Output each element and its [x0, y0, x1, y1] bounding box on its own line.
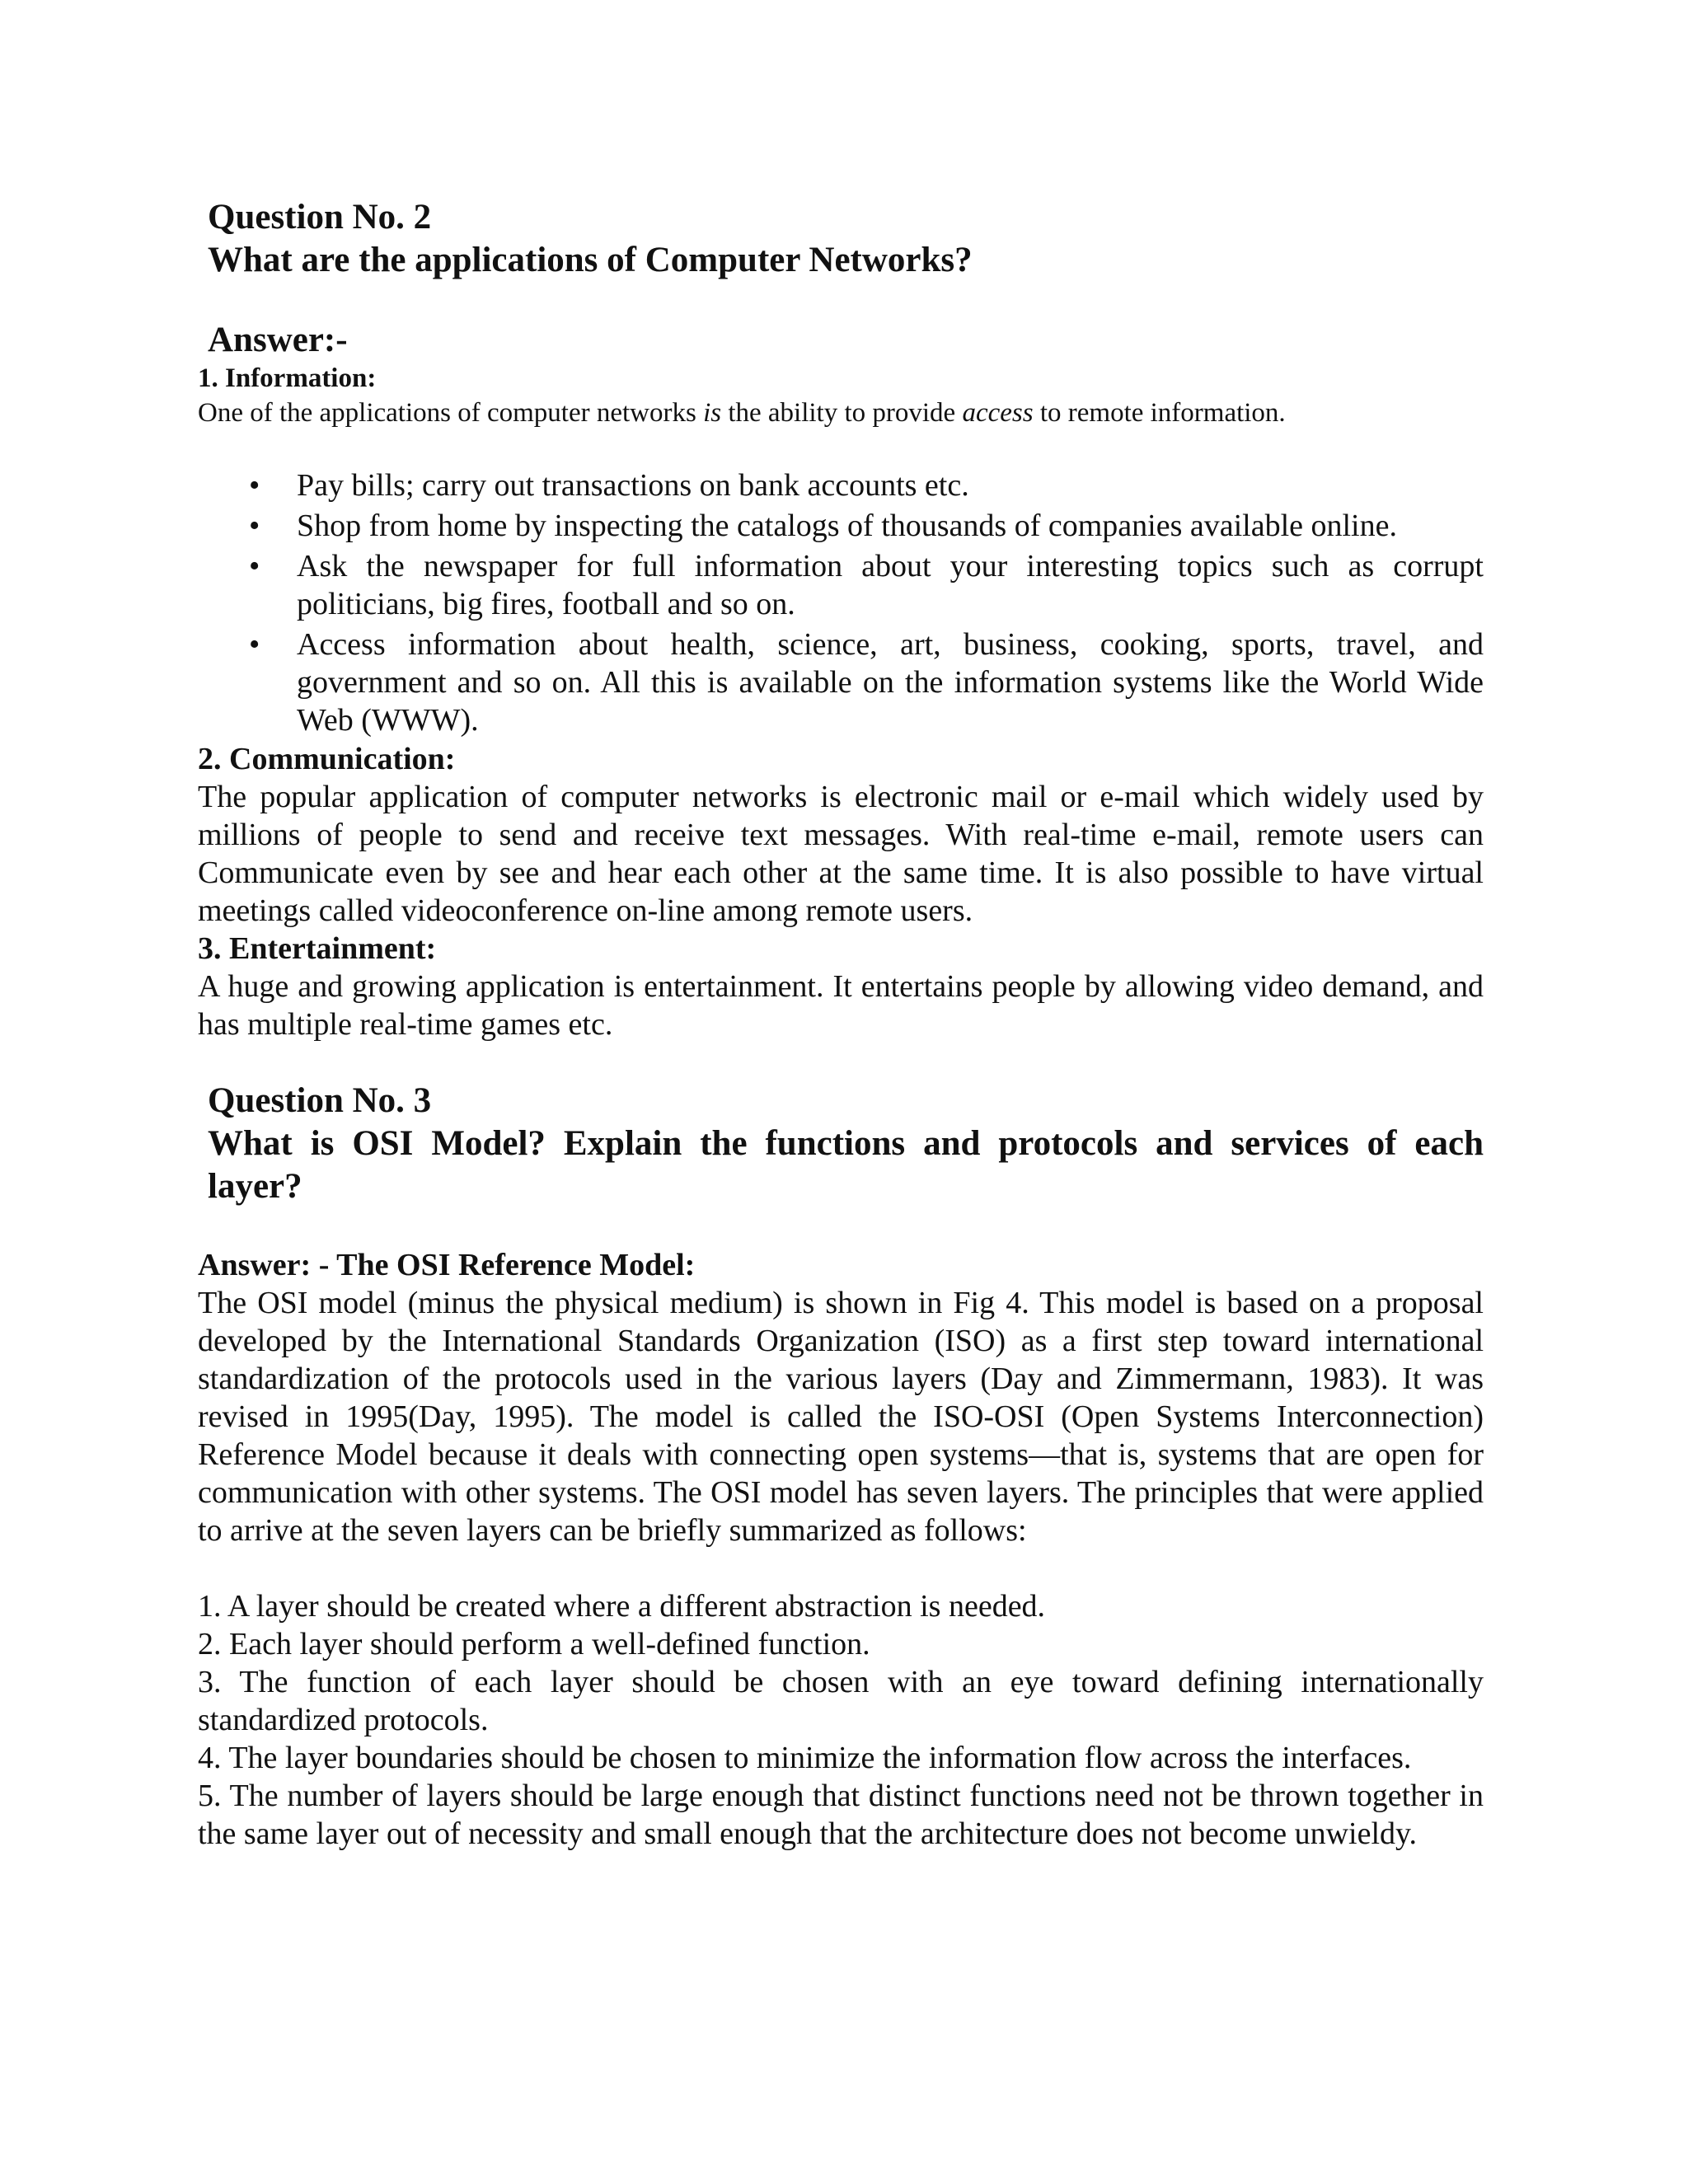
question-3-heading: [208, 1080, 1484, 1208]
section-communication-text: The popular application of computer networks is electronic mail or e-mail which widely used by millions of people to send and receive text messages. With real-time e-mail, remote users can Communicate even by see and hear each other at the same time. It is also possible to have virtual meetings called videoconference on-line among remote users.: [198, 780, 1484, 928]
question-3-text-line-2: layer?: [208, 1167, 302, 1206]
list-item: 1. A layer should be created where a different abstraction is needed.: [198, 1589, 1046, 1624]
list-item: 2. Each layer should perform a well-defined function.: [198, 1627, 870, 1661]
bullet-icon: •: [249, 509, 260, 543]
osi-intro-text: The OSI model (minus the physical medium) is shown in Fig 4. This model is based on a proposal developed by the International Standards Organization (ISO) as a first step toward international standardization of the protocols used in the various layers (Day and Zimmermann, 1983). It was revised in 1995(Day, 1995). The model is called the ISO-OSI (Open Systems Interconnection) Reference Model because it deals with connecting open systems—that is, systems that are open for communication with other systems. The OSI model has seven layers. The principles that were applied to arrive at the seven layers can be briefly summarized as follows:: [198, 1286, 1484, 1548]
bullet-icon: •: [249, 627, 260, 662]
question-2-answer-label: Answer:-: [208, 321, 348, 359]
bullet-icon: •: [249, 549, 260, 583]
question-3-answer-label: Answer: - The OSI Reference Model:: [198, 1248, 696, 1282]
section-information-text: One of the applications of computer networks is the ability to provide access to remote information.: [198, 398, 1286, 428]
question-2-heading: [208, 196, 1484, 282]
list-item: • Ask the newspaper for full information about your interesting topics such as corrupt politicians, big fires, football and so on.: [249, 549, 1484, 621]
list-item: 5. The number of layers should be large enough that distinct functions need not be thrown together in the same layer out of necessity and small enough that the architecture does not become unwieldy.: [198, 1779, 1484, 1851]
question-3-number: Question No. 3: [208, 1081, 432, 1120]
question-2-text: What are the applications of Computer Networks?: [208, 241, 973, 279]
information-bullet-list: [198, 466, 1484, 742]
question-3-text-line-1: What is OSI Model? Explain the functions and protocols and services of each: [208, 1124, 1484, 1163]
section-communication-heading: 2. Communication:: [198, 742, 456, 776]
question-2-number: Question No. 2: [208, 198, 432, 237]
section-entertainment-heading: 3. Entertainment:: [198, 931, 437, 966]
list-item: • Shop from home by inspecting the catalogs of thousands of companies available online.: [249, 509, 1397, 543]
osi-principles-list: [198, 1587, 1484, 1853]
list-item: • Access information about health, science, art, business, cooking, sports, travel, and government and so on. All this is available on the information systems like the World Wide Web (WWW).: [249, 627, 1484, 738]
section-entertainment-text: A huge and growing application is entertainment. It entertains people by allowing video demand, and has multiple real-time games etc.: [198, 969, 1484, 1042]
list-item: 4. The layer boundaries should be chosen to minimize the information flow across the interfaces.: [198, 1741, 1412, 1775]
list-item: 3. The function of each layer should be chosen with an eye toward defining internationally standardized protocols.: [198, 1665, 1484, 1737]
section-information-heading: 1. Information:: [198, 363, 377, 393]
list-item: • Pay bills; carry out transactions on bank accounts etc.: [249, 468, 969, 503]
bullet-icon: •: [249, 468, 260, 503]
